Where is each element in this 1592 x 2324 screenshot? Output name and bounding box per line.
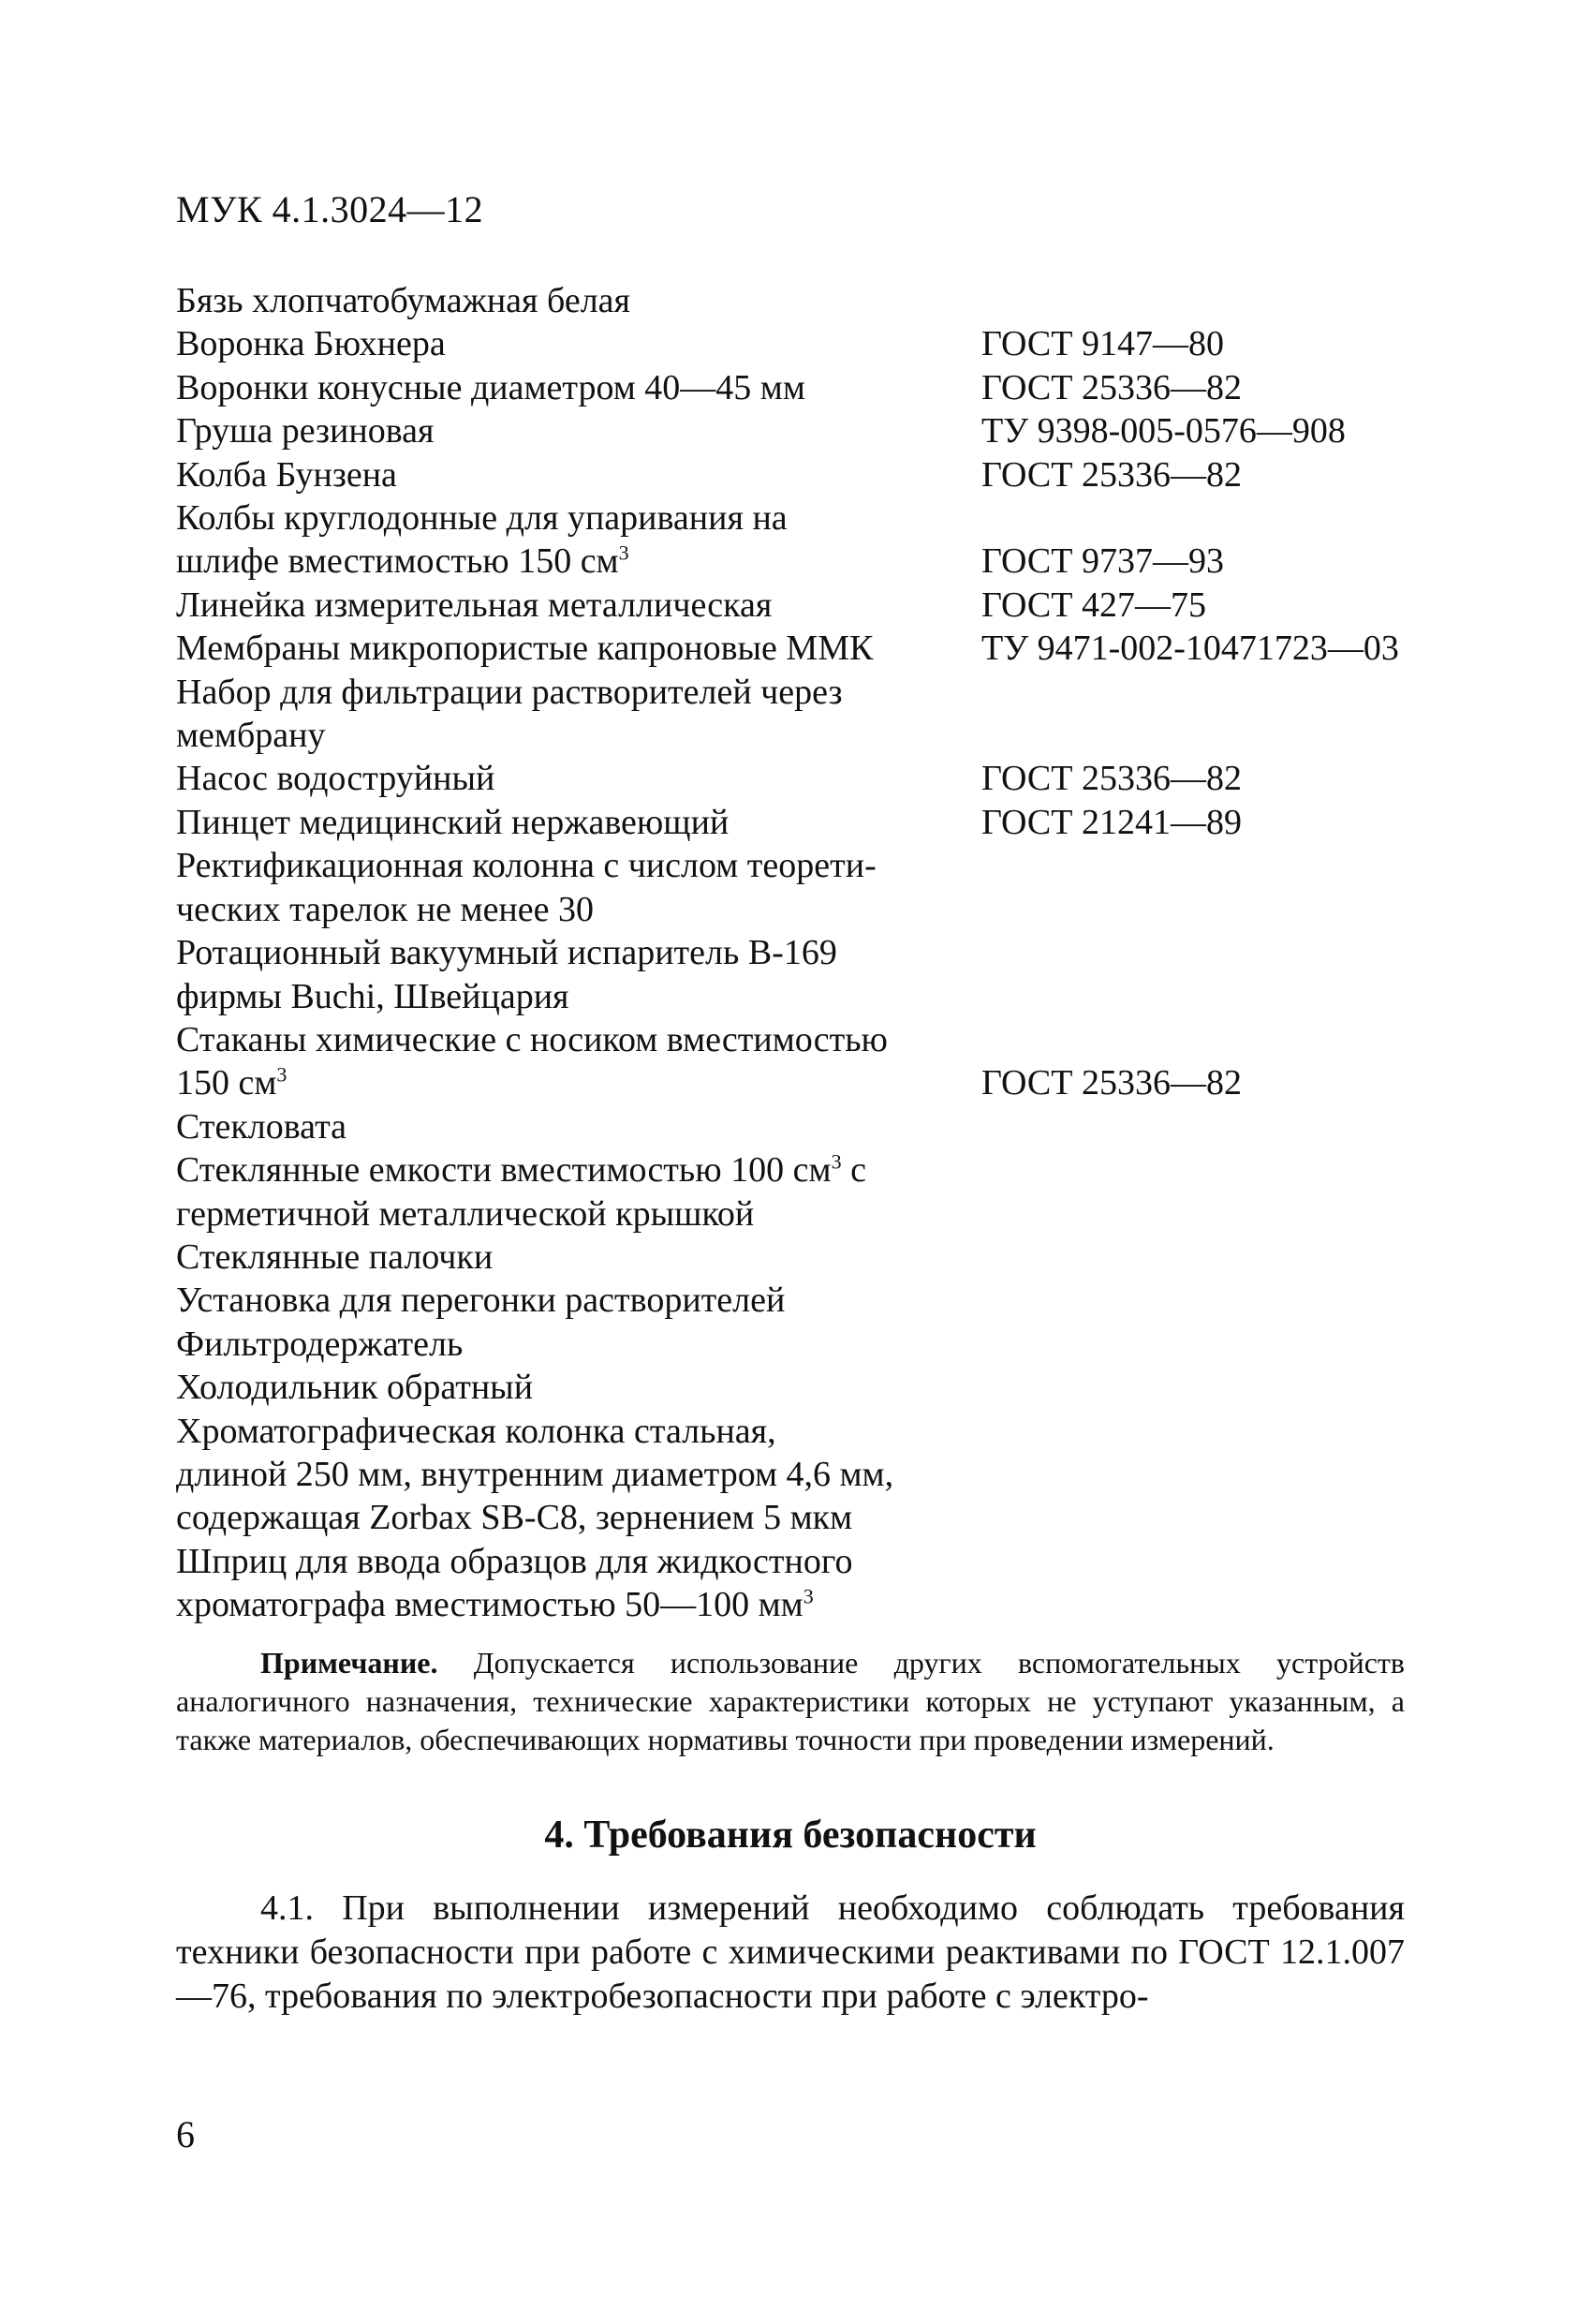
list-item (176, 322, 1431, 365)
item-name (176, 1366, 981, 1409)
item-name (176, 1148, 981, 1236)
list-item (176, 1366, 1431, 1409)
item-name (176, 1540, 981, 1627)
item-name-line: Колба Бунзена (176, 454, 397, 495)
note-text: Допускается использование других вспомогательных устройств аналогичного назначения, технические характеристики которых не уступают указанным, а также материалов, обеспечивающих нормативы точности при проведении измерений. (176, 1646, 1406, 1756)
item-standard: ГОСТ 9147—80 (981, 324, 1224, 364)
list-item (176, 844, 1431, 931)
item-standard: ГОСТ 25336—82 (981, 759, 1242, 799)
item-name-line: Стеклянные емкости вместимостью 100 $см^3$ с (176, 1149, 866, 1191)
list-item (176, 496, 1431, 584)
item-name (176, 801, 981, 844)
item-name-line: Фильтродержатель (176, 1324, 464, 1364)
list-item (176, 1018, 1431, 1105)
item-name-line: шлифе вместимостью 150 $см^3$ (176, 540, 629, 582)
item-name-line: Хроматографическая колонка стальная, (176, 1411, 776, 1451)
list-item (176, 757, 1431, 800)
item-name-line: Груша резиновая (176, 411, 435, 451)
item-standard: ТУ 9398-005-0576—908 (981, 411, 1346, 451)
list-item (176, 671, 1431, 758)
item-name (176, 322, 981, 365)
item-name (176, 366, 981, 409)
item-name-line: Ректификационная колонна с числом теорети- (176, 846, 877, 886)
item-name-line: Воронки конусные диаметром 40—45 мм (176, 367, 805, 407)
item-name-line: Колбы круглодонные для упаривания на (176, 498, 788, 539)
list-item (176, 453, 1431, 496)
list-item (176, 409, 1431, 452)
item-name (176, 1323, 981, 1366)
item-name-line: Насос водоструйный (176, 759, 495, 799)
item-standard: ТУ 9471-002-10471723—03 (981, 629, 1399, 669)
section-paragraph: 4.1. При выполнении измерений необходимо соблюдать требования техники безопасности при работе с химическими реактивами по ГОСТ 12.1.007—76, требования по электробезопасности при работе с электро- (176, 1888, 1405, 2016)
list-item (176, 627, 1431, 670)
item-name-line: Стаканы химические с носиком вместимостью (176, 1019, 888, 1059)
item-standard: ГОСТ 427—75 (981, 585, 1206, 625)
item-name-line: герметичной металлической крышкой (176, 1193, 755, 1234)
list-item (176, 1148, 1431, 1236)
item-name (176, 496, 981, 584)
item-name (176, 757, 981, 800)
item-name (176, 671, 981, 758)
item-name (176, 584, 981, 627)
list-item (176, 931, 1431, 1018)
item-name (176, 844, 981, 931)
item-name-line: фирмы Buchi, Швейцария (176, 976, 569, 1016)
item-name-line: Пинцет медицинский нержавеющий (176, 802, 730, 842)
item-name (176, 409, 981, 452)
item-name (176, 1105, 981, 1148)
item-name-line: Установка для перегонки растворителей (176, 1280, 786, 1321)
item-name-line: длиной 250 мм, внутренним диаметром 4,6 мм, (176, 1454, 894, 1494)
item-name-line: Шприц для ввода образцов для жидкостного (176, 1541, 853, 1581)
item-name-line: 150 $см^3$ (176, 1062, 287, 1103)
item-name (176, 1279, 981, 1322)
item-name (176, 1410, 981, 1540)
list-item (176, 1279, 1431, 1322)
item-name-line: Воронка Бюхнера (176, 324, 446, 364)
list-item (176, 1323, 1431, 1366)
item-name (176, 1236, 981, 1279)
item-name-line: Стеклянные палочки (176, 1236, 494, 1277)
list-item (176, 1105, 1431, 1148)
item-name (176, 627, 981, 670)
list-item (176, 366, 1431, 409)
item-standard: ГОСТ 25336—82 (981, 1063, 1242, 1103)
section-title: 4. Требования безопасности (544, 1813, 1037, 1857)
item-name-line: Стекловата (176, 1106, 347, 1147)
item-name-line: Холодильник обратный (176, 1368, 534, 1408)
list-item (176, 1410, 1431, 1540)
item-name-line: хроматографа вместимостью 50—100 $мм^3$ (176, 1584, 814, 1625)
page-number: 6 (176, 2113, 195, 2155)
list-item (176, 1236, 1431, 1279)
list-item (176, 801, 1431, 844)
equipment-list (176, 279, 1431, 1627)
item-standard: ГОСТ 25336—82 (981, 454, 1242, 495)
list-item (176, 1540, 1431, 1627)
list-item (176, 279, 1431, 322)
item-name (176, 1018, 981, 1105)
item-standard: ГОСТ 25336—82 (981, 367, 1242, 407)
item-name-line: Линейка измерительная металлическая (176, 585, 773, 625)
item-name (176, 931, 981, 1018)
item-name-line: мембрану (176, 716, 326, 756)
item-name-line: Бязь хлопчатобумажная белая (176, 281, 631, 320)
item-name-line: Мембраны микропористые капроновые ММК (176, 629, 874, 669)
list-item (176, 584, 1431, 627)
item-name-line: Набор для фильтрации растворителей через (176, 672, 843, 712)
item-name (176, 279, 981, 322)
item-standard: ГОСТ 9737—93 (981, 541, 1224, 582)
item-name-line: ческих тарелок не менее 30 (176, 889, 594, 929)
item-standard: ГОСТ 21241—89 (981, 802, 1242, 842)
note-label: Примечание. (260, 1646, 438, 1680)
item-name-line: содержащая Zorbax SB-C8, зернением 5 мкм (176, 1498, 853, 1538)
note-paragraph (176, 1644, 1405, 1759)
item-name-line: Ротационный вакуумный испаритель В-169 (176, 933, 837, 973)
item-name (176, 453, 981, 496)
document-code-header: МУК 4.1.3024—12 (176, 188, 484, 230)
